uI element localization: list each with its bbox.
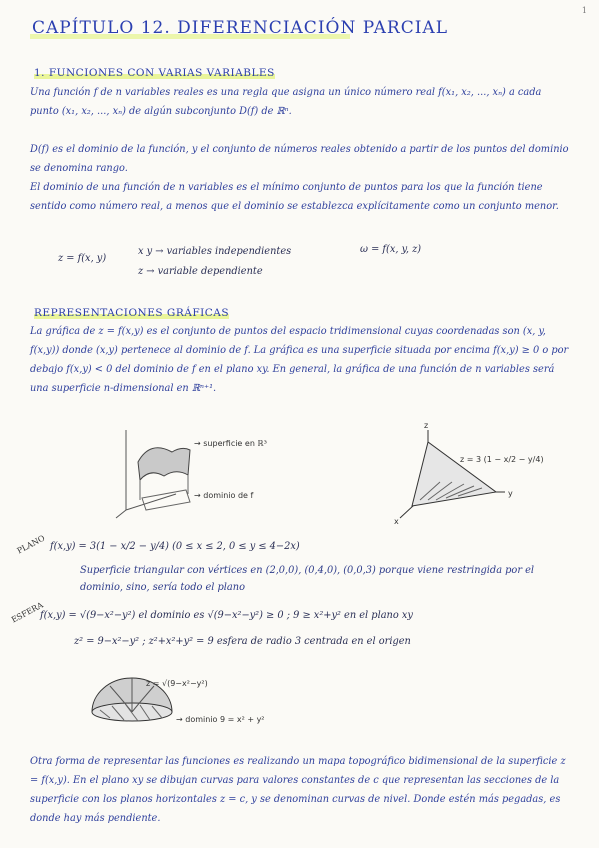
esfera-equation-2: z² = 9−x²−y² ; z²+x²+y² = 9 esfera de radio 3 centrada en el origen xyxy=(74,636,411,647)
surface-over-domain-figure xyxy=(110,420,310,520)
surface-shape xyxy=(138,448,190,480)
plano-note: Superficie triangular con vértices en (2,0,0), (0,4,0), (0,0,3) porque viene restringida por el dominio, sino, sería todo el plano xyxy=(80,565,535,593)
hemisphere-figure xyxy=(80,662,310,732)
surface-edges xyxy=(140,475,188,500)
axis-x xyxy=(116,510,126,518)
section-heading-functions: 1. FUNCIONES CON VARIAS VARIABLES xyxy=(34,67,275,79)
page-title: CAPÍTULO 12. DIFERENCIACIÓN PARCIAL xyxy=(32,18,448,38)
paragraph-definition: Una función f de n variables reales es una regla que asigna un único número real f(x₁, x₂, ..., xₙ) a cada punto (x₁, x₂, ..., xₙ) de algún subconjunto D(f) de ℝⁿ. xyxy=(30,87,542,117)
equation-w: ω = f(x, y, z) xyxy=(360,244,422,255)
hemisphere-equation-label: z = √(9−x²−y²) xyxy=(146,679,208,688)
page-number: 1 xyxy=(581,6,587,15)
plane-equation-label: z = 3 (1 − x/2 − y/4) xyxy=(460,455,544,464)
dependent-variable: z → variable dependiente xyxy=(138,266,263,277)
triangular-plane-figure xyxy=(380,420,580,530)
section-heading-graphs: REPRESENTACIONES GRÁFICAS xyxy=(34,307,230,319)
surface-label: → superficie en ℝ³ xyxy=(194,439,267,448)
paragraph-graph: La gráfica de z = f(x,y) es el conjunto de puntos del espacio tridimensional cuyas coordenadas son (x, y, f(x,y)) donde (x,y) pertenece al dominio de f. La gráfica es una superficie situada por encima f(x,y) ≥ 0 o por debajo f(x,y) < 0 del dominio de f en el plano xy. En general, la gráfica de una función de n variables será una superficie n-dimensional en ℝⁿ⁺¹. xyxy=(30,326,569,394)
paragraph-domain-range: D(f) es el dominio de la función, y el conjunto de números reales obtenido a partir de los puntos del dominio se denomina rango. xyxy=(30,144,569,174)
plano-equation: f(x,y) = 3(1 − x/2 − y/4) (0 ≤ x ≤ 2, 0 ≤ y ≤ 4−2x) xyxy=(50,541,300,552)
paragraph-minimal-domain: El dominio de una función de n variables es el mínimo conjunto de puntos para los que la función tiene sentido como número real, a menos que el dominio se establezca explícitamente como un conjunto menor. xyxy=(30,182,559,212)
hemisphere-domain-label: → dominio 9 = x² + y² xyxy=(176,715,265,724)
z-axis-label: z xyxy=(424,421,429,430)
domain-region xyxy=(142,490,190,510)
equation-z: z = f(x, y) xyxy=(58,253,107,264)
esfera-equation-1: f(x,y) = √(9−x²−y²) el dominio es √(9−x²−y²) ≥ 0 ; 9 ≥ x²+y² en el plano xy xyxy=(40,610,413,621)
x-axis-label: x xyxy=(394,517,399,526)
plano-tag: PLANO xyxy=(15,533,47,556)
esfera-tag: ESFERA xyxy=(9,600,45,625)
domain-label: → dominio de f xyxy=(194,491,254,500)
y-axis-label: y xyxy=(508,489,513,498)
independent-variables: x y → variables independientes xyxy=(138,246,292,257)
paragraph-level-curves: Otra forma de representar las funciones es realizando un mapa topográfico bidimensional de la superficie z = f(x,y). En el plano xy se dibujan curvas para valores constantes de c que representan las secciones de la superficie con los planos horizontales z = c, y se denominan curvas de nivel. Donde estén más pegadas, es donde hay más pendiente. xyxy=(30,756,566,824)
